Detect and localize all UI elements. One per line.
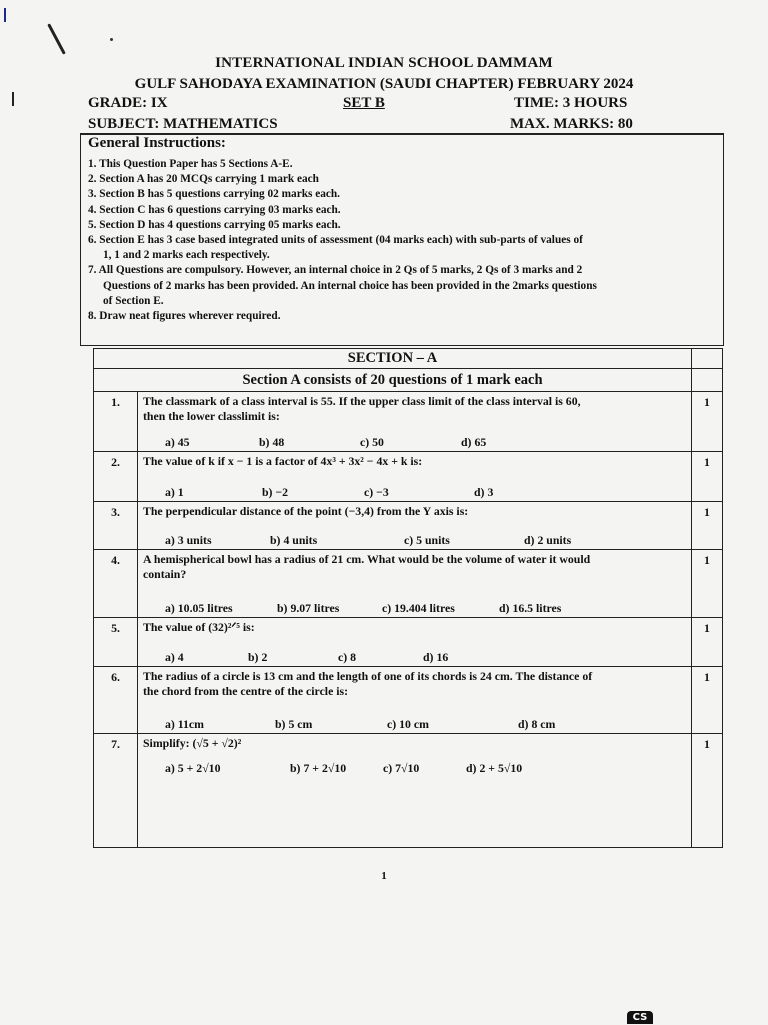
scan-edge-mark <box>4 8 6 22</box>
question-row <box>94 392 723 452</box>
options-row <box>138 435 691 450</box>
question-row <box>94 550 723 618</box>
grade-label: GRADE: IX <box>88 95 168 111</box>
option-b: b) 2 <box>248 650 268 664</box>
marks-header-cell <box>692 369 723 392</box>
question-marks: 1 <box>692 550 723 618</box>
question-row <box>94 502 723 550</box>
options-row <box>138 601 691 616</box>
question-number: 3. <box>94 502 138 550</box>
option-d: d) 3 <box>474 485 494 499</box>
option-d: d) 8 cm <box>518 717 556 731</box>
camscanner-logo-icon: CS <box>627 1011 653 1024</box>
pen-mark <box>47 23 66 54</box>
option-d: d) 2 units <box>524 533 572 547</box>
option-a: a) 3 units <box>165 533 212 547</box>
instruction-item: 6. Section E has 3 case based integrated units of assessment (04 marks each) with sub-parts of values of <box>88 234 583 247</box>
question-text <box>138 550 692 618</box>
option-a: a) 45 <box>165 435 190 449</box>
question-line: contain? <box>143 567 187 581</box>
question-marks: 1 <box>692 734 723 848</box>
question-number: 2. <box>94 452 138 502</box>
option-c: c) −3 <box>364 485 389 499</box>
exam-title: GULF SAHODAYA EXAMINATION (SAUDI CHAPTER) FEBRUARY 2024 <box>134 76 634 92</box>
set-label: SET B <box>343 95 385 111</box>
option-a: a) 5 + 2√10 <box>165 761 221 775</box>
instruction-item-continued: Questions of 2 marks has been provided. An internal choice has been provided in the 2marks questions <box>103 279 597 292</box>
marks-header-cell <box>692 349 723 369</box>
question-line: The perpendicular distance of the point (−3,4) from the Y axis is: <box>143 504 469 518</box>
questions-table <box>93 348 723 848</box>
question-text <box>138 667 692 734</box>
question-text <box>138 392 692 452</box>
option-c: c) 19.404 litres <box>382 601 455 615</box>
question-number: 7. <box>94 734 138 848</box>
section-subtitle: Section A consists of 20 questions of 1 mark each <box>94 369 692 392</box>
question-text <box>138 452 692 502</box>
instruction-item: 8. Draw neat figures wherever required. <box>88 310 281 323</box>
instruction-item-continued: of Section E. <box>103 294 164 307</box>
question-marks: 1 <box>692 618 723 667</box>
question-line: then the lower classlimit is: <box>143 409 280 423</box>
option-d: d) 65 <box>461 435 487 449</box>
instruction-item: 5. Section D has 4 questions carrying 05 marks each. <box>88 218 341 231</box>
question-row <box>94 667 723 734</box>
subject-label: SUBJECT: MATHEMATICS <box>88 116 278 132</box>
option-c: c) 7√10 <box>383 761 420 775</box>
margin-mark <box>12 92 14 106</box>
question-line: the chord from the centre of the circle is: <box>143 684 349 698</box>
question-number: 5. <box>94 618 138 667</box>
option-c: c) 10 cm <box>387 717 429 731</box>
instruction-item: 2. Section A has 20 MCQs carrying 1 mark each <box>88 173 319 186</box>
instruction-item-continued: 1, 1 and 2 marks each respectively. <box>103 249 270 262</box>
options-row <box>138 533 691 548</box>
question-line: The classmark of a class interval is 55. If the upper class limit of the class interval is 60, <box>143 394 581 408</box>
instruction-item: 3. Section B has 5 questions carrying 02 marks each. <box>88 188 340 201</box>
question-marks: 1 <box>692 667 723 734</box>
options-row <box>138 485 691 500</box>
option-b: b) 4 units <box>270 533 318 547</box>
time-label: TIME: 3 HOURS <box>514 95 628 111</box>
school-name: INTERNATIONAL INDIAN SCHOOL DAMMAM <box>215 55 553 71</box>
question-line: The value of (32)²ᐟ⁵ is: <box>143 620 255 634</box>
question-line: The value of k if x − 1 is a factor of 4x³ + 3x² − 4x + k is: <box>143 454 423 468</box>
options-row <box>138 717 691 732</box>
question-marks: 1 <box>692 502 723 550</box>
ink-dot <box>110 38 113 41</box>
option-b: b) 48 <box>259 435 285 449</box>
option-d: d) 16 <box>423 650 449 664</box>
option-b: b) −2 <box>262 485 289 499</box>
option-b: b) 7 + 2√10 <box>290 761 347 775</box>
instructions-title: General Instructions: <box>88 135 226 151</box>
options-row <box>138 650 691 665</box>
option-d: d) 2 + 5√10 <box>466 761 523 775</box>
option-b: b) 5 cm <box>275 717 313 731</box>
question-line: The radius of a circle is 13 cm and the length of one of its chords is 24 cm. The distance of <box>143 669 593 683</box>
option-d: d) 16.5 litres <box>499 601 562 615</box>
question-number: 1. <box>94 392 138 452</box>
question-text <box>138 734 692 848</box>
option-a: a) 10.05 litres <box>165 601 233 615</box>
section-title: SECTION – A <box>94 349 692 369</box>
question-line: Simplify: (√5 + √2)² <box>143 736 242 750</box>
question-text <box>138 502 692 550</box>
instruction-item: 4. Section C has 6 questions carrying 03 marks each. <box>88 203 341 216</box>
question-row <box>94 618 723 667</box>
question-number: 6. <box>94 667 138 734</box>
question-row <box>94 452 723 502</box>
question-marks: 1 <box>692 392 723 452</box>
question-marks: 1 <box>692 452 723 502</box>
options-row <box>143 761 685 783</box>
question-text <box>138 618 692 667</box>
question-line: A hemispherical bowl has a radius of 21 cm. What would be the volume of water it would <box>143 552 591 566</box>
option-c: c) 8 <box>338 650 357 664</box>
question-row <box>94 734 723 848</box>
instruction-item: 1. This Question Paper has 5 Sections A-E. <box>88 158 293 170</box>
page-number: 1 <box>381 870 387 882</box>
instruction-item: 7. All Questions are compulsory. However, an internal choice in 2 Qs of 5 marks, 2 Qs of 3 marks and 2 <box>88 264 583 277</box>
max-marks-label: MAX. MARKS: 80 <box>510 116 633 132</box>
option-a: a) 4 <box>165 650 184 664</box>
question-number: 4. <box>94 550 138 618</box>
option-a: a) 11cm <box>165 717 204 731</box>
option-b: b) 9.07 litres <box>277 601 340 615</box>
instructions-list <box>88 157 720 324</box>
option-c: c) 50 <box>360 435 384 449</box>
option-a: a) 1 <box>165 485 184 499</box>
option-c: c) 5 units <box>404 533 450 547</box>
